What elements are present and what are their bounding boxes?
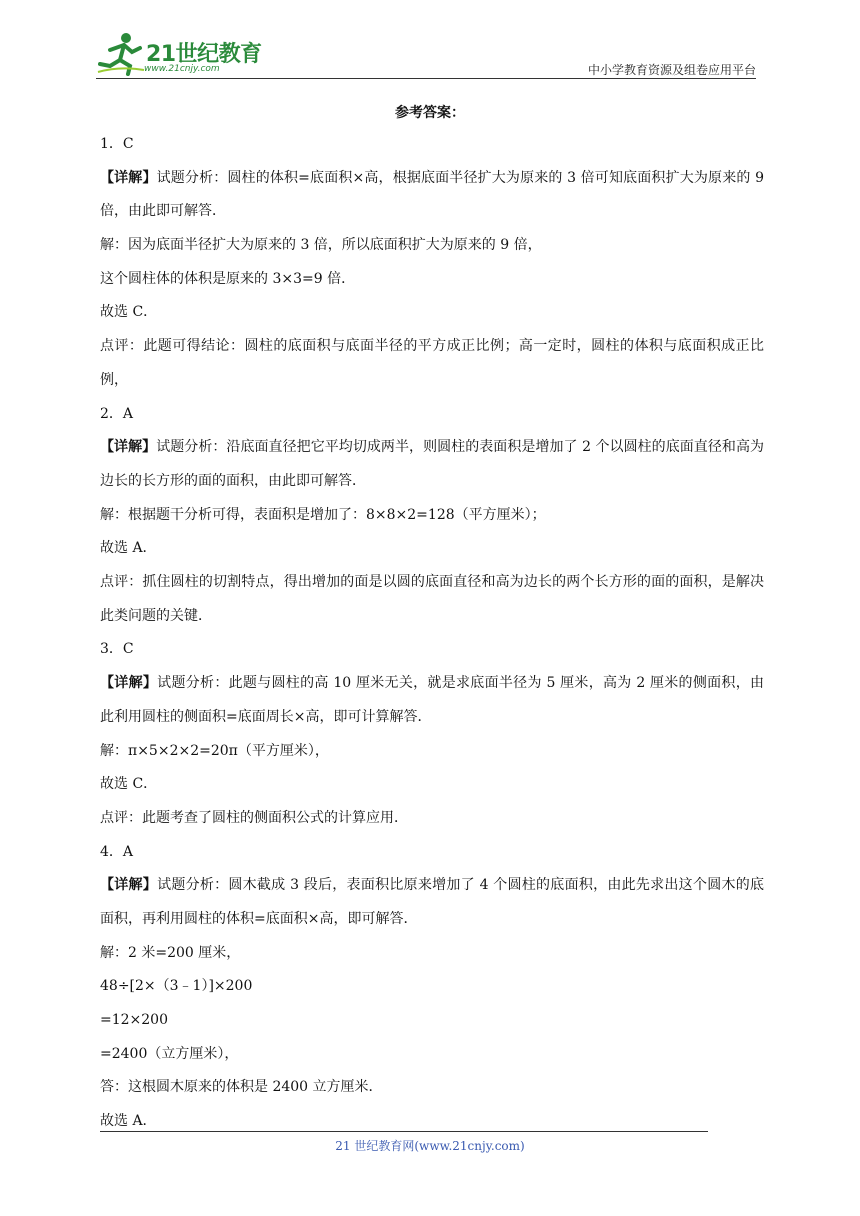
q1-solution-1: 解：因为底面半径扩大为原来的 3 倍，所以底面积扩大为原来的 9 倍， bbox=[100, 237, 542, 254]
runner-logo-icon bbox=[96, 30, 146, 76]
q1-number: 1．C bbox=[100, 136, 134, 152]
q4-solution-1: 解：2 米=200 厘米， bbox=[100, 944, 241, 961]
q2-comment: 点评：抓住圆柱的切割特点，得出增加的面是以圆的底面直径和高为边长的两个长方形的面的面积，是解决此类问题的关键． bbox=[100, 574, 764, 624]
q4-number: 4．A bbox=[100, 843, 134, 860]
detail-tag: 【详解】 bbox=[100, 439, 157, 456]
q1-solution-2: 这个圆柱体的体积是原来的 3×3=9 倍． bbox=[100, 270, 356, 287]
q2-detail bbox=[100, 431, 764, 498]
detail-tag: 【详解】 bbox=[100, 675, 158, 692]
q1-detail-text: 试题分析：圆柱的体积=底面积×高，根据底面半径扩大为原来的 3 倍可知底面积扩大为原来的 9 倍，由此即可解答． bbox=[100, 169, 765, 220]
q3-comment: 点评：此题考查了圆柱的侧面积公式的计算应用． bbox=[100, 809, 408, 826]
q1-choice: 故选 C． bbox=[100, 304, 158, 321]
q3-choice: 故选 C． bbox=[100, 776, 158, 793]
q2-detail-text: 试题分析：沿底面直径把它平均切成两半，则圆柱的表面积是增加了 2 个以圆柱的底面直径和高为边长的长方形的面的面积，由此即可解答． bbox=[100, 439, 764, 489]
logo-url: www.21cnjy.com bbox=[144, 64, 220, 74]
q4-detail bbox=[100, 869, 764, 936]
platform-name: 中小学教育资源及组卷应用平台 bbox=[587, 63, 756, 77]
q4-answer: 答：这根圆木原来的体积是 2400 立方厘米． bbox=[100, 1079, 383, 1096]
logo-text: 21世纪教育 bbox=[146, 42, 262, 67]
answer-content bbox=[100, 128, 764, 1139]
q3-number: 3．C bbox=[100, 641, 134, 658]
q4-detail-text: 试题分析：圆木截成 3 段后，表面积比原来增加了 4 个圆柱的底面积，由此先求出这个圆木的底面积，再利用圆柱的体积=底面积×高，即可解答． bbox=[100, 877, 764, 927]
q3-solution-1: 解：π×5×2×2=20π（平方厘米）， bbox=[100, 742, 329, 759]
detail-tag: 【详解】 bbox=[100, 877, 158, 894]
q1-detail bbox=[100, 162, 764, 229]
q1-comment: 点评：此题可得结论：圆柱的底面积与底面半径的平方成正比例；高一定时，圆柱的体积与底面积成正比例， bbox=[100, 338, 764, 388]
header-divider bbox=[96, 78, 756, 79]
q4-solution-4: =2400（立方厘米）， bbox=[100, 1045, 239, 1062]
q2-choice: 故选 A． bbox=[100, 540, 157, 557]
footer-link[interactable]: 21 世纪教育网(www.21cnjy.com) bbox=[335, 1139, 525, 1153]
q2-solution-1: 解：根据题干分析可得，表面积是增加了：8×8×2=128（平方厘米）； bbox=[100, 506, 546, 523]
page-title: 参考答案： bbox=[395, 105, 465, 121]
footer-divider bbox=[100, 1131, 708, 1132]
q3-detail-text: 试题分析：此题与圆柱的高 10 厘米无关，就是求底面半径为 5 厘米，高为 2 厘米的侧面积，由此利用圆柱的侧面积=底面周长×高，即可计算解答． bbox=[100, 675, 765, 725]
q4-solution-3: =12×200 bbox=[100, 1012, 168, 1029]
detail-tag: 【详解】 bbox=[100, 169, 157, 186]
page-header bbox=[96, 30, 756, 78]
q3-detail bbox=[100, 667, 764, 734]
q4-choice: 故选 A． bbox=[100, 1113, 157, 1130]
logo bbox=[96, 30, 266, 76]
q4-solution-2: 48÷[2×（3﹣1）]×200 bbox=[100, 978, 253, 995]
q2-number: 2．A bbox=[100, 405, 134, 422]
